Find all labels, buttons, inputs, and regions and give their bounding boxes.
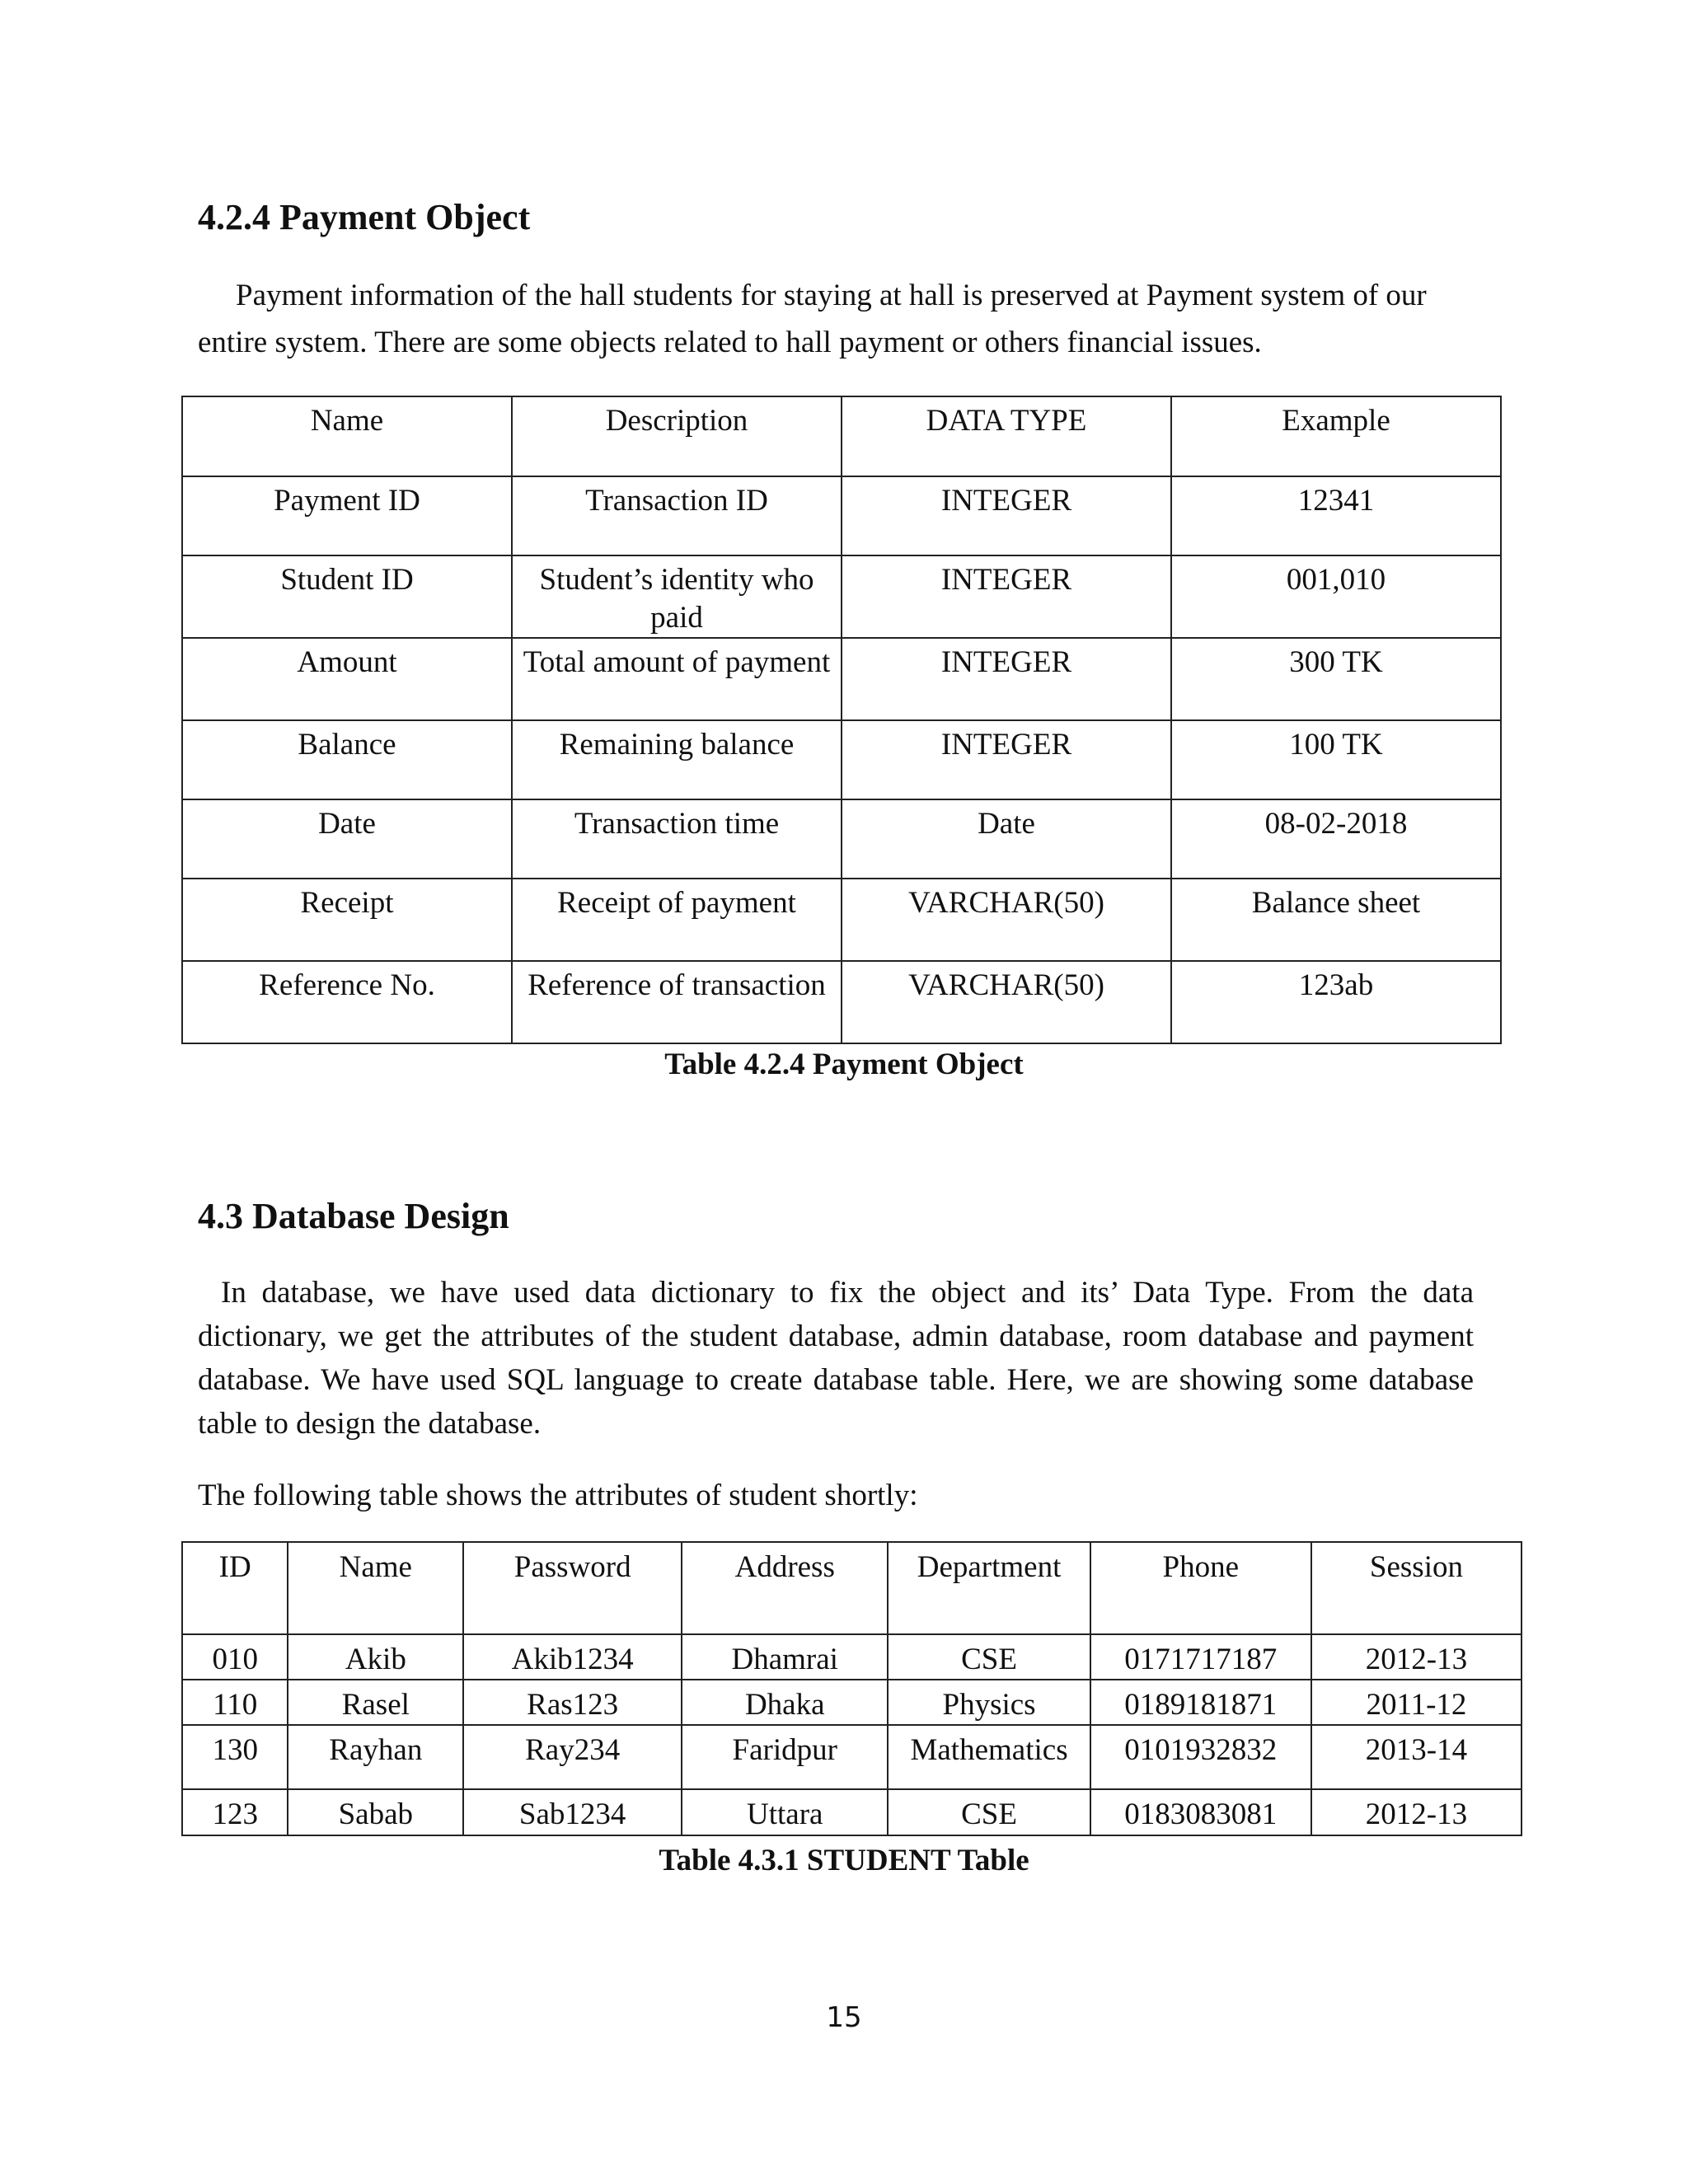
table-cell: 0189181871 <box>1090 1680 1311 1725</box>
student-table-intro: The following table shows the attributes of student shortly: <box>198 1479 918 1512</box>
header-cell: Name <box>288 1542 463 1634</box>
table-cell: 0183083081 <box>1090 1789 1311 1835</box>
table-cell: Balance <box>182 720 512 799</box>
table-cell: Student’s identity who paid <box>512 555 842 638</box>
database-design-paragraph: In database, we have used data dictionary to fix the object and its’ Data Type. From the data dictionary, we get the attributes of the student database, admin database, room database and payment database. We have used SQL language to create database table. Here, we are showing some database table to design the database. <box>198 1276 1474 1441</box>
table-cell: CSE <box>888 1634 1090 1680</box>
section-heading-database-design: 4.3 Database Design <box>198 1196 509 1236</box>
table-row <box>182 638 1501 720</box>
table-cell: 12341 <box>1171 476 1501 555</box>
header-cell: Department <box>888 1542 1090 1634</box>
header-cell: Address <box>682 1542 888 1634</box>
table-cell: 0101932832 <box>1090 1725 1311 1789</box>
payment-object-table <box>181 396 1502 1044</box>
table-row <box>182 555 1501 638</box>
header-cell: Session <box>1311 1542 1522 1634</box>
table-cell: Date <box>182 799 512 879</box>
payment-object-paragraph: Payment information of the hall students for staying at hall is preserved at Payment system of our entire system. There are some objects related to hall payment or others financial issues. <box>198 279 1427 359</box>
table-cell: Dhaka <box>682 1680 888 1725</box>
table-cell: 100 TK <box>1171 720 1501 799</box>
table-cell: Rayhan <box>288 1725 463 1789</box>
table-cell: Student ID <box>182 555 512 638</box>
table-cell: 010 <box>182 1634 288 1680</box>
table-row <box>182 476 1501 555</box>
table-row <box>182 720 1501 799</box>
table-cell: VARCHAR(50) <box>842 879 1171 961</box>
table-cell: Rasel <box>288 1680 463 1725</box>
table-cell: CSE <box>888 1789 1090 1835</box>
section-heading-payment-object: 4.2.4 Payment Object <box>198 197 531 237</box>
table-cell: Uttara <box>682 1789 888 1835</box>
table-cell: Date <box>842 799 1171 879</box>
table-cell: 0171717187 <box>1090 1634 1311 1680</box>
table-header-row <box>182 1542 1522 1634</box>
table-cell: Ras123 <box>463 1680 682 1725</box>
table-cell: 123ab <box>1171 961 1501 1043</box>
table-row <box>182 961 1501 1043</box>
table-cell: INTEGER <box>842 476 1171 555</box>
table-cell: Dhamrai <box>682 1634 888 1680</box>
table-cell: Remaining balance <box>512 720 842 799</box>
table-cell: Faridpur <box>682 1725 888 1789</box>
table-cell: INTEGER <box>842 555 1171 638</box>
table-row <box>182 1634 1522 1680</box>
table-cell: Reference of transaction <box>512 961 842 1043</box>
header-cell: Description <box>512 396 842 476</box>
table-cell: Ray234 <box>463 1725 682 1789</box>
table-cell: Total amount of payment <box>512 638 842 720</box>
page-number: 15 <box>826 2001 862 2034</box>
table-row <box>182 879 1501 961</box>
table-cell: VARCHAR(50) <box>842 961 1171 1043</box>
table-cell: Balance sheet <box>1171 879 1501 961</box>
table-cell: 2011-12 <box>1311 1680 1522 1725</box>
table-cell: Akib1234 <box>463 1634 682 1680</box>
table-cell: 2012-13 <box>1311 1634 1522 1680</box>
table-cell: Receipt <box>182 879 512 961</box>
table-cell: INTEGER <box>842 720 1171 799</box>
table-cell: Amount <box>182 638 512 720</box>
table-cell: 001,010 <box>1171 555 1501 638</box>
table-cell: Akib <box>288 1634 463 1680</box>
header-cell: Example <box>1171 396 1501 476</box>
table-cell: Mathematics <box>888 1725 1090 1789</box>
table-cell: 2013-14 <box>1311 1725 1522 1789</box>
header-cell: Password <box>463 1542 682 1634</box>
table-cell: 08-02-2018 <box>1171 799 1501 879</box>
header-cell: Name <box>182 396 512 476</box>
table-header-row <box>182 396 1501 476</box>
table-cell: 130 <box>182 1725 288 1789</box>
student-table <box>181 1541 1522 1836</box>
student-table-caption: Table 4.3.1 STUDENT Table <box>659 1844 1029 1877</box>
table-row <box>182 799 1501 879</box>
header-cell: Phone <box>1090 1542 1311 1634</box>
header-cell: DATA TYPE <box>842 396 1171 476</box>
table-cell: Sabab <box>288 1789 463 1835</box>
table-cell: 2012-13 <box>1311 1789 1522 1835</box>
table-cell: Transaction ID <box>512 476 842 555</box>
table-cell: 300 TK <box>1171 638 1501 720</box>
table-cell: Sab1234 <box>463 1789 682 1835</box>
table-cell: Payment ID <box>182 476 512 555</box>
table-row <box>182 1789 1522 1835</box>
header-cell: ID <box>182 1542 288 1634</box>
table-row <box>182 1680 1522 1725</box>
table-cell: INTEGER <box>842 638 1171 720</box>
table-cell: 110 <box>182 1680 288 1725</box>
table-cell: Physics <box>888 1680 1090 1725</box>
table-cell: 123 <box>182 1789 288 1835</box>
table-cell: Transaction time <box>512 799 842 879</box>
payment-table-caption: Table 4.2.4 Payment Object <box>664 1047 1024 1081</box>
table-cell: Receipt of payment <box>512 879 842 961</box>
table-row <box>182 1725 1522 1789</box>
table-cell: Reference No. <box>182 961 512 1043</box>
